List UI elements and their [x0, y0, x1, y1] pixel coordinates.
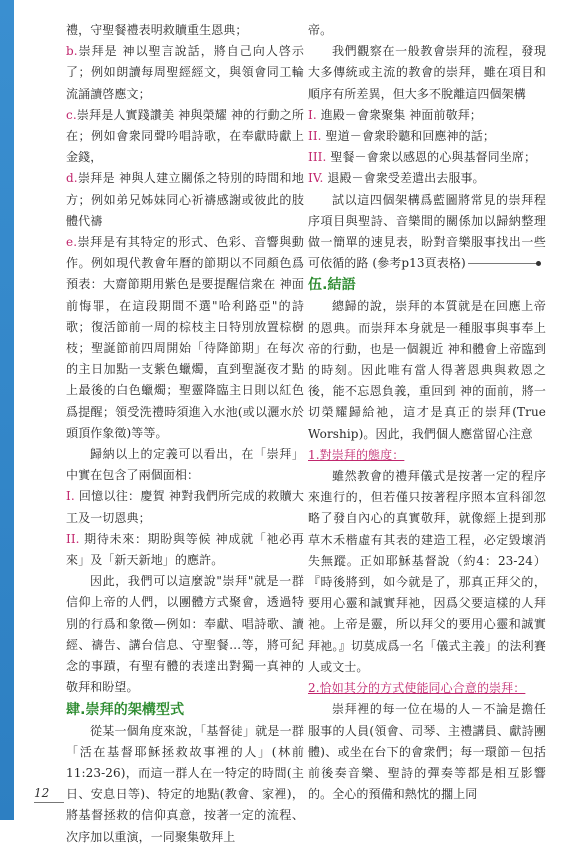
list-item-c — [66, 105, 304, 169]
list-label-d: d. — [66, 171, 78, 186]
page-number: 12 — [34, 786, 50, 800]
aspect-text-2: 期待未來：期盼與等候 神成就「祂必再來」及「新天新地」的應許。 — [66, 531, 304, 568]
list-text-b: 崇拜是 神以聖言說話，將自己向人啓示了；例如朗讀每周聖經經文，與領會同工輪流誦讀啓應文； — [66, 44, 304, 101]
table-reference-paragraph — [308, 190, 546, 275]
list-text-e: 崇拜是有其特定的形式、色彩、音響與動作。例如現代教會年曆的節期以不同顏色爲預表：大齋節期用紫色是要提醒信衆在 神面前悔罪，在這段期間不選"哈利路亞"的詩歌；復活節前一周的棕枝主日特別放置棕樹枝；聖誕節前四周開始「待降節期」在每次的主日加點一支紫色蠟燭，直到聖誕夜才點上最後的白色蠟燭；聖靈降臨主日則以紅色爲提醒；領受洗禮時須進入水池(或以灑水於頭頂作象徵)等等。 — [66, 235, 304, 440]
aspect-text-1: 回憶以往：慶賀 神對我們所完成的救贖大工及一切恩典； — [66, 489, 304, 525]
aspect-item-1 — [66, 486, 304, 528]
list-item-d — [66, 168, 304, 232]
definition-paragraph: 因此，我們可以這麼說"崇拜"就是一群信仰上帝的人們，以團體方式聚會，透過特別的行爲和象徵—例如：奉獻、唱詩歌、讀經、禱告、講台信息、守聖餐…等，將可紀念的事蹟，有聖有體的表達出對獨一真神的敬拜和盼望。 — [66, 574, 304, 695]
list-item-b — [66, 41, 304, 105]
table-reference-text: 試以這四個架構爲藍圖將常見的崇拜程序項目與聖詩、音樂間的關係加以歸納整理做一簡單的速見表，盼對音樂服事找出一些可依循的路 (參考p13頁表格) — [308, 192, 546, 271]
section-heading-5: 伍.結語 — [308, 277, 356, 294]
structure-text-2: 聖道－會衆聆聽和回應神的話； — [325, 129, 495, 144]
right-paragraph-start: 帝。 — [308, 23, 333, 37]
unity-paragraph: 崇拜裡的每一位在場的人－不論是擔任服事的人員(領會、司琴、主禮講員、獻詩團體)、或坐在台下的會衆們；每一環節－包括前後奏音樂、聖詩的彈奏等都是相互影響的。全心的預備和熱忱的擱上同 — [308, 702, 546, 802]
left-paragraph-1: 禮，守聖餐禮表明救贖重生恩典； — [66, 23, 248, 37]
structure-text-4: 退殿－會衆受差遣出去服事。 — [327, 171, 485, 186]
list-label-c: c. — [66, 107, 77, 122]
structure-label-2: II. — [308, 129, 322, 144]
list-label-b: b. — [66, 44, 78, 59]
aspect-item-2 — [66, 529, 304, 571]
subheading-attitude: 1.對崇拜的態度： — [308, 447, 405, 462]
structure-text-3: 聖餐－會衆以感恩的心與基督同坐席； — [330, 150, 537, 165]
page-side-bar — [0, 0, 14, 820]
structure-label-1: I. — [308, 107, 317, 122]
list-label-e: e. — [66, 235, 78, 250]
summary-paragraph: 歸納以上的定義可以看出，在「崇拜」中實在包含了兩個面相： — [66, 447, 304, 483]
list-text-c: 崇拜是人實踐讚美 神與榮耀 神的行動之所在；例如會衆同聲吟唱詩歌，在奉獻時獻上金錢， — [66, 107, 304, 165]
inline-rule-decoration — [468, 263, 538, 264]
list-text-d: 崇拜是 神與人建立關係之特別的時間和地方；例如弟兄姊妹同心祈禱感謝或彼此的肢體代禱 — [66, 171, 304, 228]
structure-text-1: 進殿－會衆聚集 神面前敬拜； — [320, 107, 482, 122]
footer-rule — [34, 802, 64, 803]
aspect-label-1: I. — [66, 489, 75, 504]
structure-label-4: IV. — [308, 171, 324, 186]
structure-item-4 — [308, 168, 546, 189]
aspect-label-2: II. — [66, 531, 80, 546]
structure-item-2 — [308, 126, 546, 147]
observation-paragraph: 我們觀察在一般教會崇拜的流程，發現大多傳統或主流的教會的崇拜，雖在項目和順序有所差異，但大多不脫離這四個架構 — [308, 44, 546, 101]
conclusion-paragraph: 總歸的說，崇拜的本質就是在回應上帝的恩典。而崇拜本身就是一種服事與事奉上帝的行動，也是一個親近 神和體會上帝臨到的時刻。因此唯有當人得著恩典與救恩之後，能不忘恩負義，重回到 神的面前，將一切榮耀歸給祂，這才是真正的崇拜(True Worship)。因此，我們個人應當留心注意 — [308, 299, 546, 441]
structure-label-3: III. — [308, 150, 327, 165]
attitude-paragraph: 雖然教會的禮拜儀式是按著一定的程序來進行的，但若僅只按著程序照本宣科卻忽略了發自內心的真實敬拜，就像經上提到那草木禾楷虛有其表的建造工程，必定毀壞消失無蹤。正如耶穌基督說（約4：23-24）『時後將到，如今就是了，那真正拜父的，要用心靈和誠實拜祂，因爲父要這樣的人拜祂。上帝是靈，所以拜父的要用心靈和誠實拜祂。』切莫成爲一名「儀式主義」的法利賽人或文士。 — [308, 469, 546, 674]
subheading-unity: 2.恰如其分的方式使能同心合意的崇拜： — [308, 681, 526, 696]
section-heading-4: 肆.崇拜的架構型式 — [66, 701, 185, 718]
structure-paragraph: 從某一個角度來說，「基督徒」就是一群「活在基督耶穌拯救故事裡的人」(林前11:23-26)，而這一群人在一特定的時間(主日、安息日等)、特定的地點(教會、家裡)，將基督拯救的信仰真意，按著一定的流程、次序加以重演，一同聚集敬拜上 — [66, 723, 304, 844]
left-column — [66, 20, 304, 848]
structure-item-3 — [308, 147, 546, 168]
list-item-e — [66, 232, 304, 444]
structure-item-1 — [308, 105, 546, 126]
right-column — [308, 20, 546, 805]
